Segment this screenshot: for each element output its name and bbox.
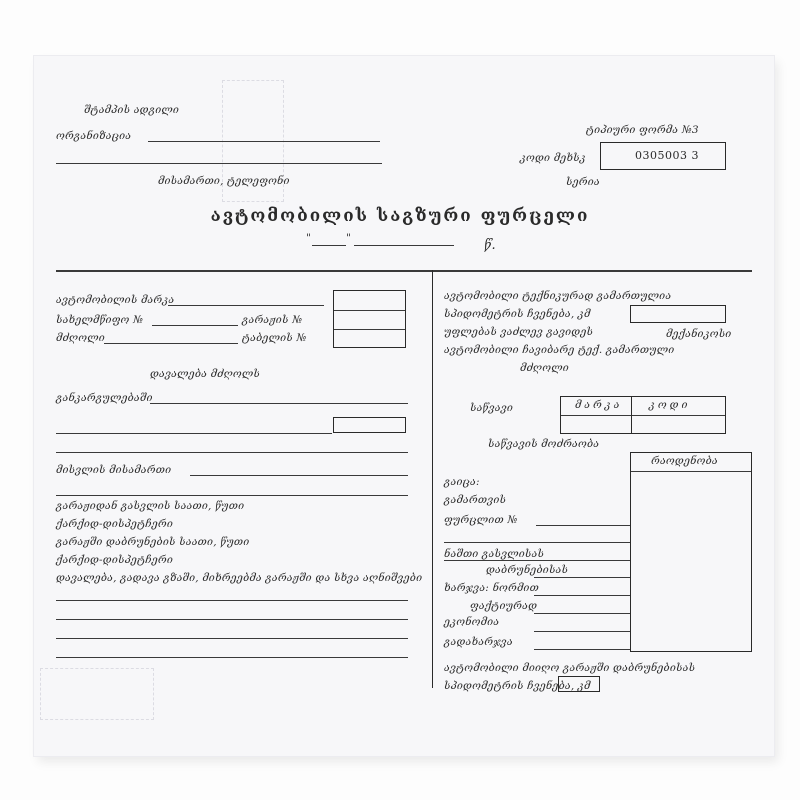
norm-line — [534, 595, 630, 596]
stamp-label: შტამპის ადგილი — [84, 104, 180, 116]
issued-separator — [444, 542, 630, 543]
series-label: სერია — [566, 176, 600, 188]
odometer-label: სპიდომეტრის ჩვენება, კმ — [444, 308, 591, 320]
overrun-label: გადახარჯვა — [444, 636, 513, 648]
client-address-label: მისვლის მისამართი — [56, 464, 172, 476]
tech-ok-label: ავტომობილი ტექნიკურად გამართულია — [444, 290, 672, 302]
return-rest-label: დაბრუნებისას — [486, 564, 569, 576]
tabel-number-label: ტაბელის № — [242, 332, 307, 344]
column-divider — [432, 270, 433, 688]
customer-line-3 — [56, 452, 408, 453]
back-in-garage-label: ავტომობილი მიიღო გარაჟში დაბრუნებისას — [444, 662, 696, 674]
dispatcher-1-label: ქარქიდ-დისპეტჩერი — [56, 518, 174, 530]
issued-label: გაიცა: — [444, 476, 480, 488]
notes-line-2 — [56, 619, 408, 620]
fuel-flow-label: საწვავის მოძრაობა — [488, 438, 600, 450]
sheet-number-label: ფურცლით № — [444, 514, 518, 526]
notes-line-3 — [56, 638, 408, 639]
return-time-label: გარაჟში დაბრუნების საათი, წუთი — [56, 536, 250, 548]
expense-fact-label: ფაქტიურად — [470, 600, 538, 612]
dispatcher-2-label: ქარქიდ-დისპეტჩერი — [56, 554, 174, 566]
plate-label: სახელმწიფო № — [56, 314, 144, 326]
customer-code-box — [333, 417, 406, 433]
departure-rest-label: ნაშთი გასვლისას — [444, 548, 545, 560]
date-month-line — [354, 245, 454, 246]
driver-signature-label: მძღოლი — [520, 362, 569, 374]
customer-line — [150, 403, 408, 404]
overrun-line — [534, 649, 630, 650]
fuel-table-row-line — [561, 415, 725, 416]
org-line — [148, 141, 380, 142]
amount-header-line — [631, 471, 751, 472]
car-brand-line — [168, 305, 324, 306]
fuel-amount-column — [630, 452, 752, 652]
box-row-line — [334, 329, 405, 330]
mechanic-label: მექანიკოსი — [666, 328, 732, 340]
customer-line-2 — [56, 433, 332, 434]
date-close-quote: " — [346, 232, 352, 244]
garage-number-label: გარაჟის № — [242, 314, 303, 326]
client-address-line-2 — [56, 495, 408, 496]
odometer-box — [630, 305, 726, 323]
date-open-quote: " — [306, 232, 312, 244]
car-code-box — [333, 290, 406, 348]
box-row-line — [334, 310, 405, 311]
serial-box — [600, 142, 726, 170]
date-year-suffix: წ. — [484, 238, 496, 253]
code-label: კოდი მეხსკ — [520, 152, 586, 164]
sheet-number-line — [536, 525, 630, 526]
driver-label: მძღოლი — [56, 332, 105, 344]
header-divider — [56, 270, 752, 272]
odometer-return-label: სპიდომეტრის ჩვენება, კმ — [444, 680, 591, 692]
document-title: ავტომობილის საგზური ფურცელი — [210, 206, 590, 226]
economy-label: ეკონომია — [444, 616, 500, 628]
amount-col-header: რაოდენობა — [651, 455, 718, 467]
economy-line — [534, 631, 630, 632]
address-label: მისამართი, ტელეფონი — [158, 175, 290, 187]
tanker-label: გამართვის — [444, 494, 507, 506]
fuel-brand-col: მარკა — [575, 399, 623, 411]
show-through-mark — [40, 668, 154, 720]
plate-line — [152, 325, 238, 326]
accepted-label: ავტომობილი ჩავიბარე ტექ. გამართული — [444, 344, 675, 356]
serial-number: 0305003 3 — [635, 149, 699, 162]
expense-norm-label: ხარჯვა: ნორმით — [444, 582, 539, 594]
fuel-label: საწვავი — [470, 402, 514, 414]
notes-label: დავალება, გადავა გზაში, მიხრეებმა გარაჟში და სხვა აღნიშვები — [56, 572, 423, 584]
checked-by-label: უფლებას ვაძლევ გავიდეს — [444, 326, 594, 338]
driver-line — [104, 343, 238, 344]
departure-time-label: გარაჟიდან გასვლის საათი, წუთი — [56, 500, 245, 512]
customer-label: განკარგულებაში — [56, 392, 153, 404]
notes-line-1 — [56, 600, 408, 601]
fuel-code-col: კოდი — [649, 399, 691, 411]
form-type-label: ტიპიური ფორმა №3 — [586, 124, 699, 136]
date-day-line — [312, 245, 346, 246]
odometer-return-box — [558, 676, 600, 692]
assignment-title: დავალება მძღოლს — [150, 368, 260, 380]
org-label: ორგანიზაცია — [56, 130, 132, 142]
fuel-table-col-line — [631, 397, 632, 433]
fact-line — [534, 613, 630, 614]
fuel-table — [560, 396, 726, 434]
rest-line-2 — [534, 577, 630, 578]
client-address-line — [190, 475, 408, 476]
org-line-2 — [56, 163, 382, 164]
rest-line-1 — [444, 560, 630, 561]
car-brand-label: ავტომობილის მარკა — [56, 294, 175, 306]
notes-line-4 — [56, 657, 408, 658]
